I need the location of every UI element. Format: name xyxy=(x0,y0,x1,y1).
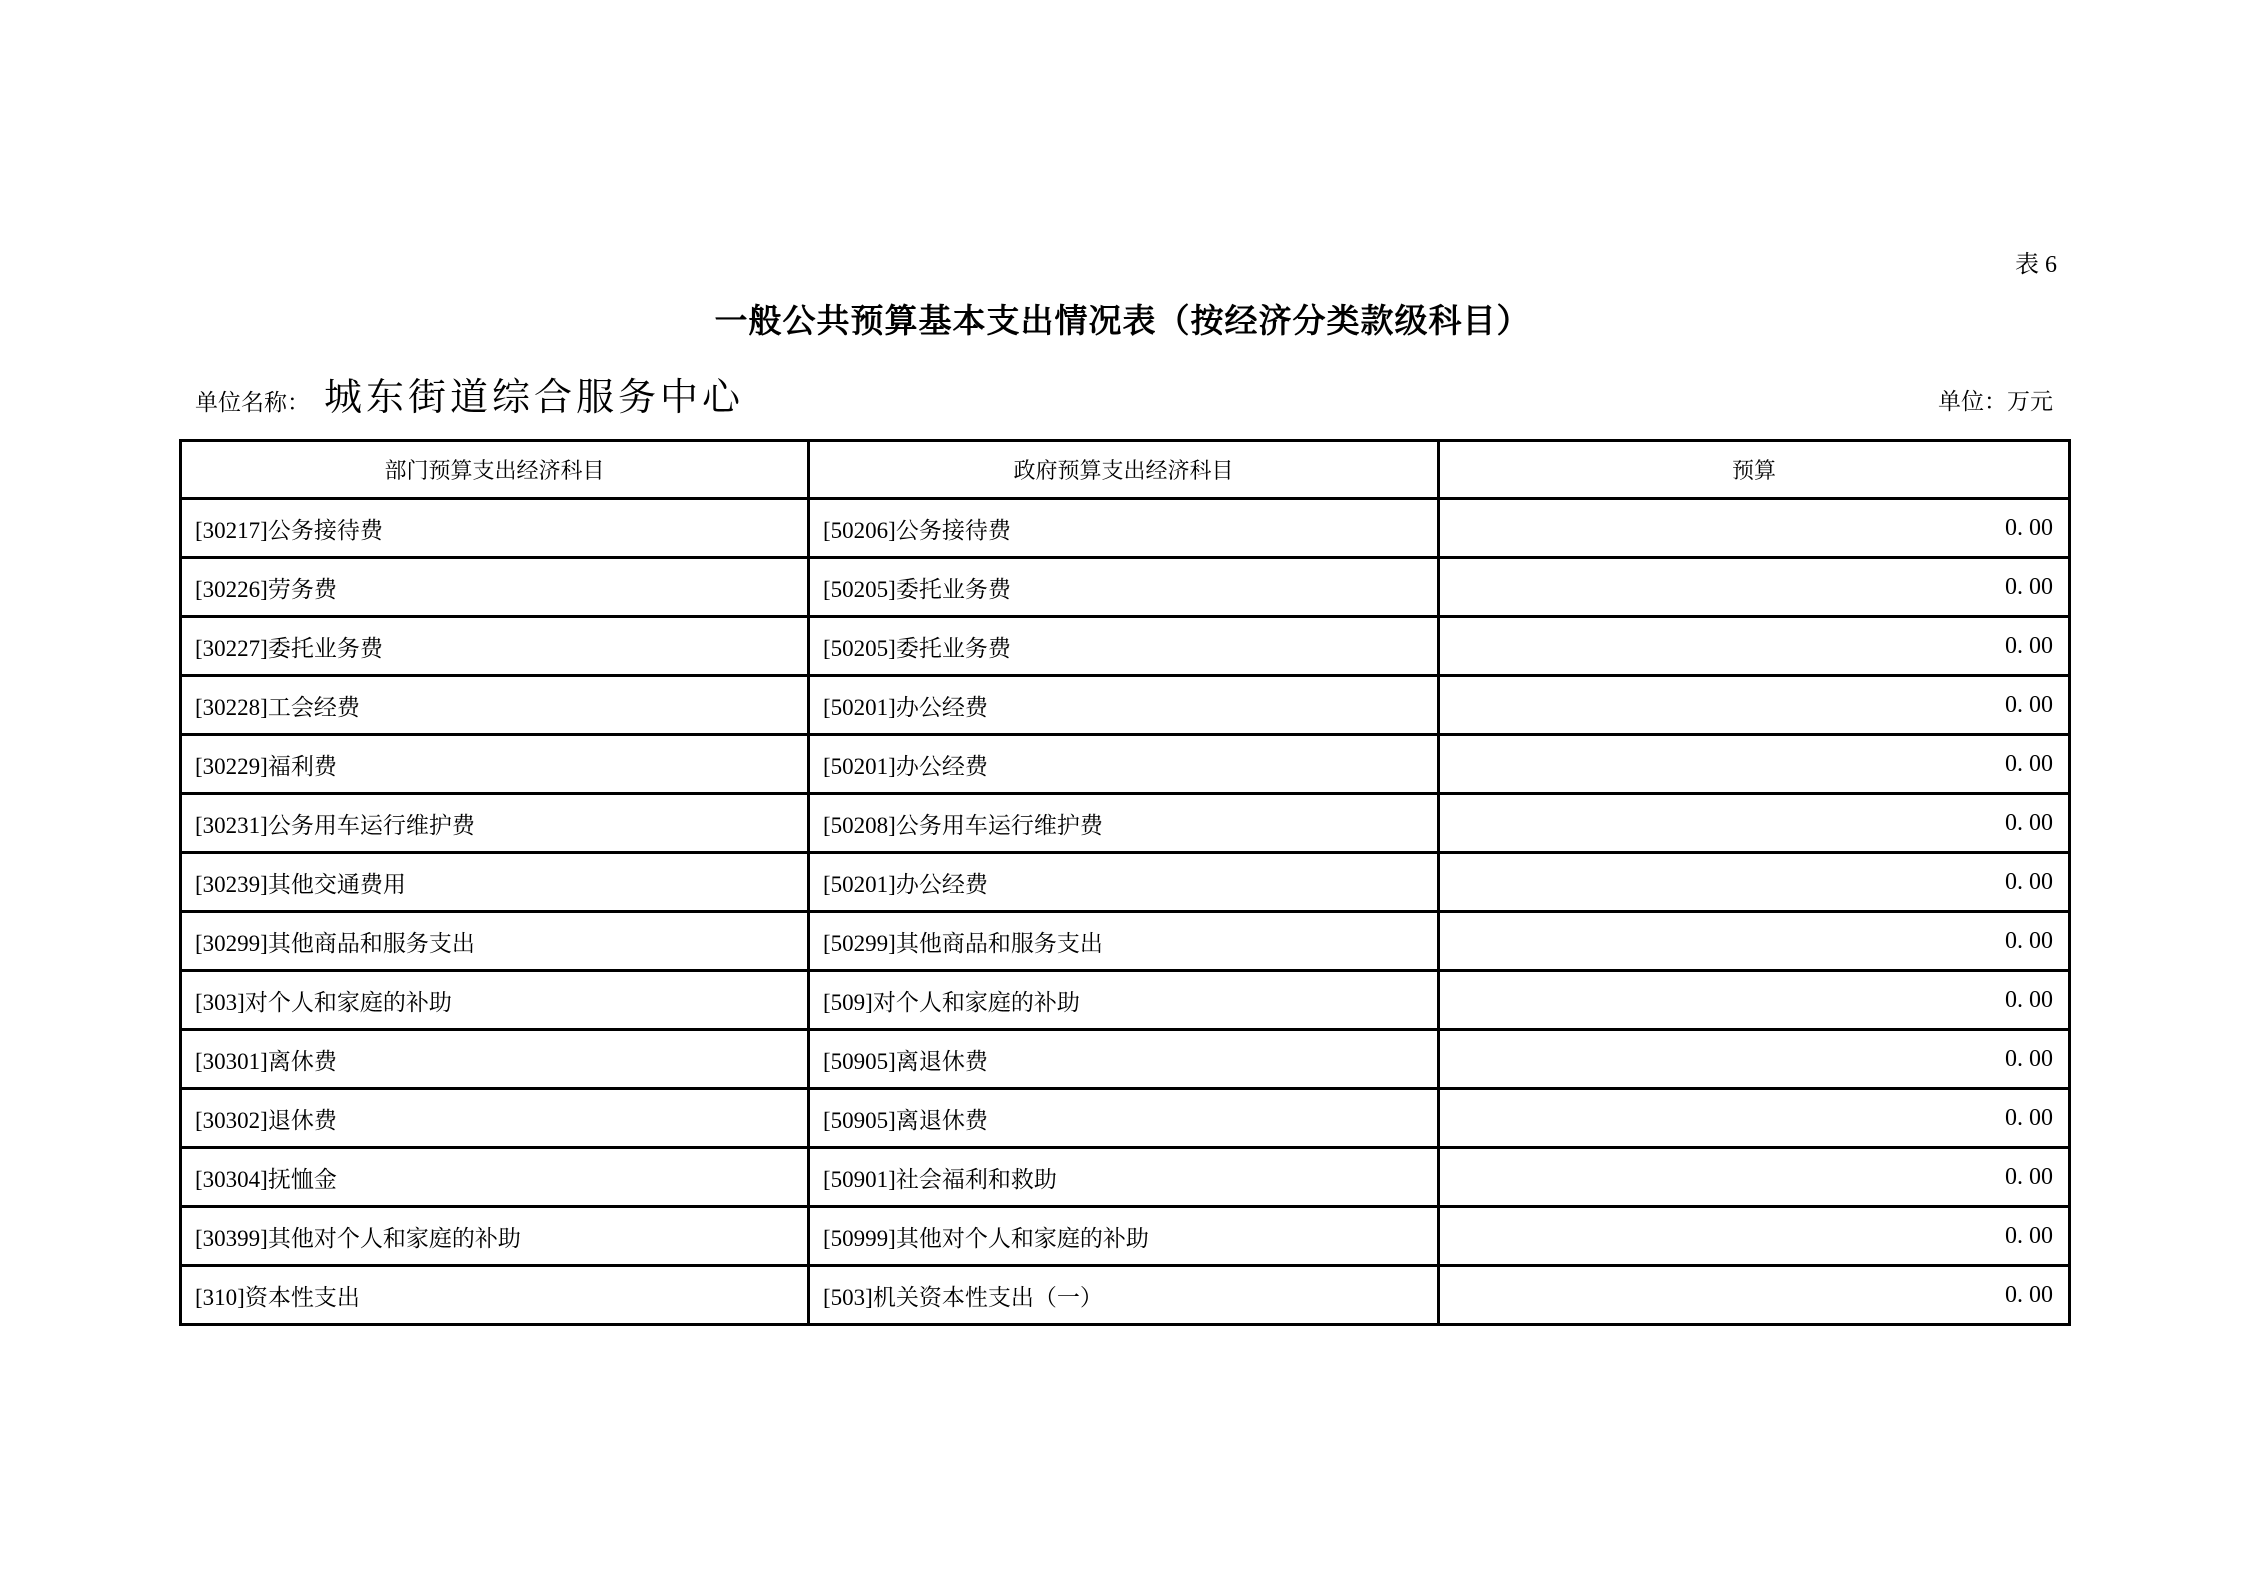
gov-subject-cell: [50206]公务接待费 xyxy=(809,499,1439,558)
budget-cell: 0. 00 xyxy=(1439,853,2070,912)
table-row xyxy=(181,1030,2070,1089)
unit-name-value: 城东街道综合服务中心 xyxy=(324,377,745,419)
gov-subject-cell: [50299]其他商品和服务支出 xyxy=(809,912,1439,971)
gov-subject-cell: [50999]其他对个人和家庭的补助 xyxy=(809,1207,1439,1266)
table-row xyxy=(181,558,2070,617)
budget-cell: 0. 00 xyxy=(1439,558,2070,617)
table-row xyxy=(181,912,2070,971)
gov-subject-cell: [50205]委托业务费 xyxy=(809,617,1439,676)
dept-subject-cell: [30301]离休费 xyxy=(181,1030,809,1089)
table-row xyxy=(181,1266,2070,1325)
gov-subject-cell: [50901]社会福利和救助 xyxy=(809,1148,1439,1207)
table-row xyxy=(181,794,2070,853)
gov-subject-cell: [50205]委托业务费 xyxy=(809,558,1439,617)
column-header-budget: 预算 xyxy=(1439,441,2070,499)
dept-subject-cell: [30239]其他交通费用 xyxy=(181,853,809,912)
column-header-dept-subject: 部门预算支出经济科目 xyxy=(181,441,809,499)
budget-cell: 0. 00 xyxy=(1439,1148,2070,1207)
dept-subject-cell: [30304]抚恤金 xyxy=(181,1148,809,1207)
gov-subject-cell: [50905]离退休费 xyxy=(809,1089,1439,1148)
unit-name-label: 单位名称： xyxy=(195,390,310,415)
budget-cell: 0. 00 xyxy=(1439,912,2070,971)
table-row xyxy=(181,1207,2070,1266)
gov-subject-cell: [50201]办公经费 xyxy=(809,735,1439,794)
dept-subject-cell: [310]资本性支出 xyxy=(181,1266,809,1325)
gov-subject-cell: [50905]离退休费 xyxy=(809,1030,1439,1089)
dept-subject-cell: [30302]退休费 xyxy=(181,1089,809,1148)
gov-subject-cell: [503]机关资本性支出（一） xyxy=(809,1266,1439,1325)
unit-name-group xyxy=(195,366,744,421)
dept-subject-cell: [30217]公务接待费 xyxy=(181,499,809,558)
table-row xyxy=(181,1148,2070,1207)
table-row xyxy=(181,676,2070,735)
budget-table xyxy=(179,439,2071,1326)
budget-cell: 0. 00 xyxy=(1439,1266,2070,1325)
table-body xyxy=(181,499,2070,1325)
dept-subject-cell: [30231]公务用车运行维护费 xyxy=(181,794,809,853)
column-header-gov-subject: 政府预算支出经济科目 xyxy=(809,441,1439,499)
budget-cell: 0. 00 xyxy=(1439,794,2070,853)
dept-subject-cell: [30399]其他对个人和家庭的补助 xyxy=(181,1207,809,1266)
gov-subject-cell: [50208]公务用车运行维护费 xyxy=(809,794,1439,853)
table-row xyxy=(181,971,2070,1030)
table-header-row xyxy=(181,441,2070,499)
budget-cell: 0. 00 xyxy=(1439,617,2070,676)
gov-subject-cell: [50201]办公经费 xyxy=(809,676,1439,735)
dept-subject-cell: [30229]福利费 xyxy=(181,735,809,794)
dept-subject-cell: [30228]工会经费 xyxy=(181,676,809,735)
dept-subject-cell: [30227]委托业务费 xyxy=(181,617,809,676)
unit-of-measure: 单位：万元 xyxy=(1938,389,2053,414)
dept-subject-cell: [30226]劳务费 xyxy=(181,558,809,617)
page-title: 一般公共预算基本支出情况表（按经济分类款级科目） xyxy=(714,302,1531,339)
table-row xyxy=(181,617,2070,676)
budget-cell: 0. 00 xyxy=(1439,971,2070,1030)
table-number: 表 6 xyxy=(2015,252,2057,278)
budget-cell: 0. 00 xyxy=(1439,1207,2070,1266)
budget-cell: 0. 00 xyxy=(1439,499,2070,558)
budget-cell: 0. 00 xyxy=(1439,735,2070,794)
budget-cell: 0. 00 xyxy=(1439,676,2070,735)
table-row xyxy=(181,735,2070,794)
gov-subject-cell: [509]对个人和家庭的补助 xyxy=(809,971,1439,1030)
table-row xyxy=(181,1089,2070,1148)
dept-subject-cell: [30299]其他商品和服务支出 xyxy=(181,912,809,971)
dept-subject-cell: [303]对个人和家庭的补助 xyxy=(181,971,809,1030)
table-row xyxy=(181,853,2070,912)
budget-cell: 0. 00 xyxy=(1439,1089,2070,1148)
budget-cell: 0. 00 xyxy=(1439,1030,2070,1089)
table-row xyxy=(181,499,2070,558)
gov-subject-cell: [50201]办公经费 xyxy=(809,853,1439,912)
